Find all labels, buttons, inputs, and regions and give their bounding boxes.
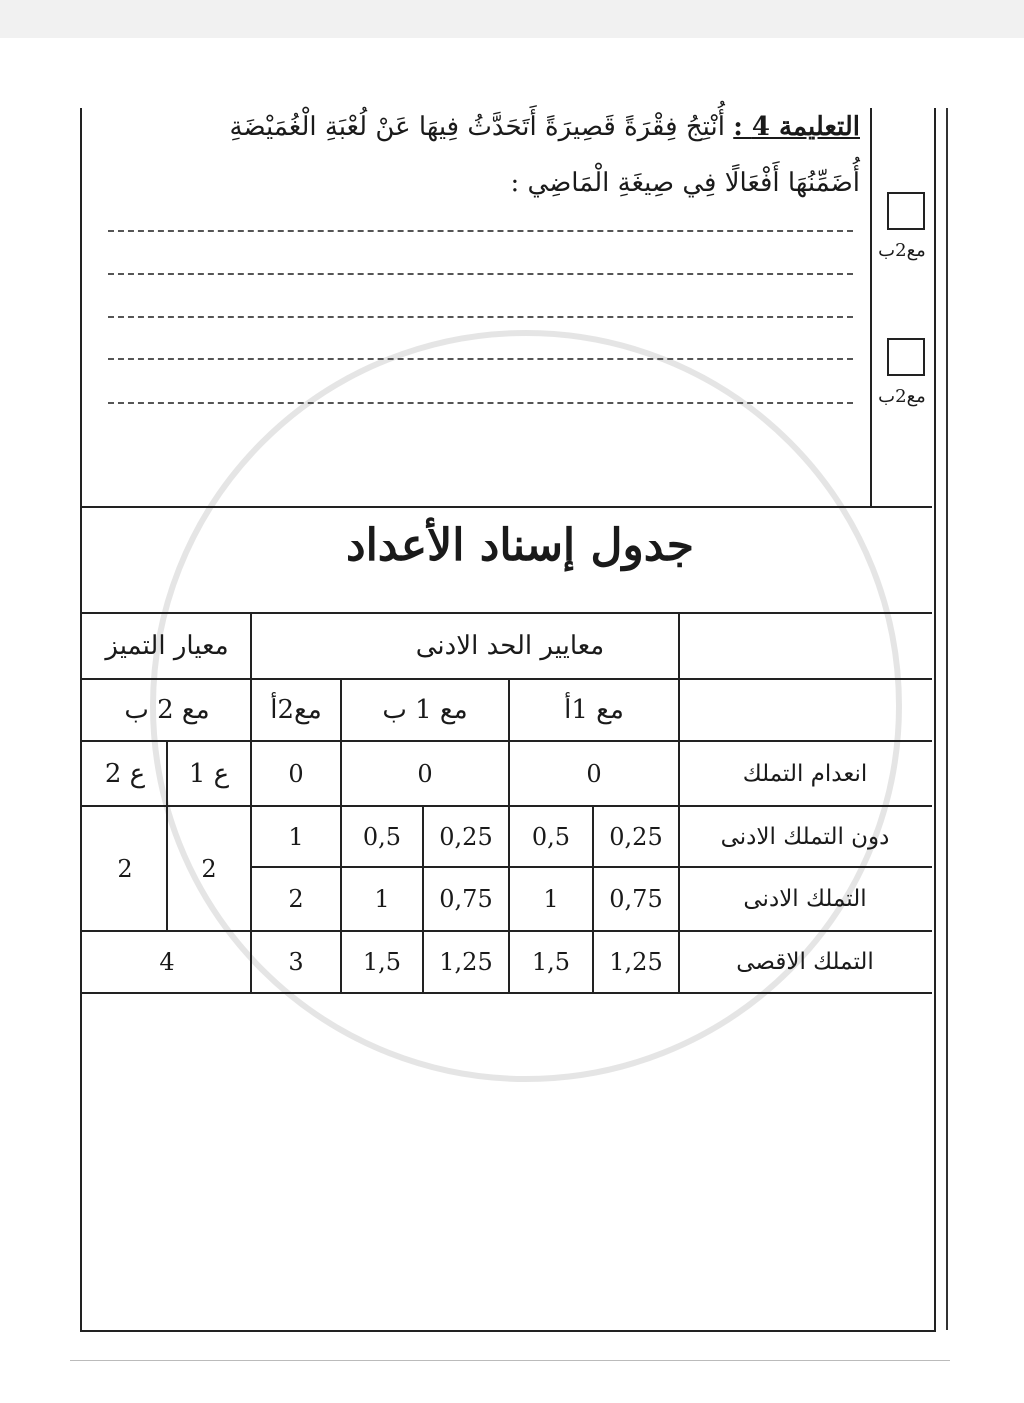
score-cell: 1,5 [362, 948, 402, 976]
top-bar [0, 0, 1024, 38]
criterion-label: مع2ب [878, 240, 926, 261]
excellence-sub-2: ع 2 [104, 758, 146, 789]
answer-line[interactable] [108, 402, 853, 404]
score-cell: 1 [374, 885, 390, 913]
row-label: التملك الاقصى [736, 949, 874, 975]
row-label: التملك الادنى [743, 886, 867, 912]
instruction-text: أُنْتِجُ فِقْرَةً قَصِيرَةً أَتَحَدَّثُ فِيهَا عَنْ لُعْبَةِ الْغُمَيْضَةِ [229, 112, 725, 142]
score-cell: 0,5 [531, 822, 571, 851]
score-cell: 0 [586, 759, 602, 788]
section-divider [82, 506, 932, 508]
score-box[interactable] [887, 192, 925, 230]
answer-line[interactable] [108, 273, 853, 275]
answer-line[interactable] [108, 230, 853, 232]
subheader-m2b: مع 2 ب [124, 695, 210, 725]
score-cell: 1 [288, 822, 304, 851]
instruction-line-1 [90, 112, 860, 142]
score-cell: 1 [543, 885, 559, 913]
bottom-rule [70, 1360, 950, 1361]
score-cell: 2 [201, 854, 217, 883]
instruction-line-2: أُضَمِّنُهَا أَفْعَالًا فِي صِيغَةِ الْمَاضِي : [510, 168, 860, 198]
table-rule [82, 992, 932, 994]
criteria-column-divider [870, 108, 872, 506]
score-cell: 0,25 [609, 822, 663, 851]
score-box[interactable] [887, 338, 925, 376]
subheader-m1b: مع 1 ب [382, 695, 468, 725]
score-cell: 0 [288, 759, 304, 788]
row-label: دون التملك الادنى [720, 823, 890, 850]
instruction-label: التعليمة 4 : [733, 112, 860, 142]
score-cell: 1,5 [531, 948, 571, 976]
score-cell: 3 [288, 948, 304, 976]
score-cell: 0,75 [609, 885, 663, 913]
subheader-m2a: مع2أ [270, 695, 322, 725]
score-cell: 1,25 [609, 948, 663, 976]
header-min-criteria: معايير الحد الادنى [415, 631, 605, 661]
excellence-sub-1: ع 1 [188, 758, 230, 789]
margin-line [946, 108, 948, 1330]
score-cell: 1,25 [439, 948, 493, 976]
subheader-m1a: مع 1أ [564, 695, 624, 725]
table-title: جدول إسناد الأعداد [345, 520, 694, 571]
header-excellence: معيار التميز [105, 631, 229, 661]
score-cell: 2 [117, 854, 133, 883]
score-cell: 4 [159, 948, 175, 976]
score-cell: 0,25 [439, 822, 493, 851]
answer-line[interactable] [108, 316, 853, 318]
row-label: انعدام التملك [742, 760, 868, 787]
score-cell: 0 [417, 759, 433, 788]
answer-line[interactable] [108, 358, 853, 360]
score-cell: 2 [288, 885, 304, 913]
score-cell: 0,75 [439, 885, 493, 913]
score-cell: 0,5 [362, 822, 402, 851]
criterion-label: مع2ب [878, 386, 926, 407]
